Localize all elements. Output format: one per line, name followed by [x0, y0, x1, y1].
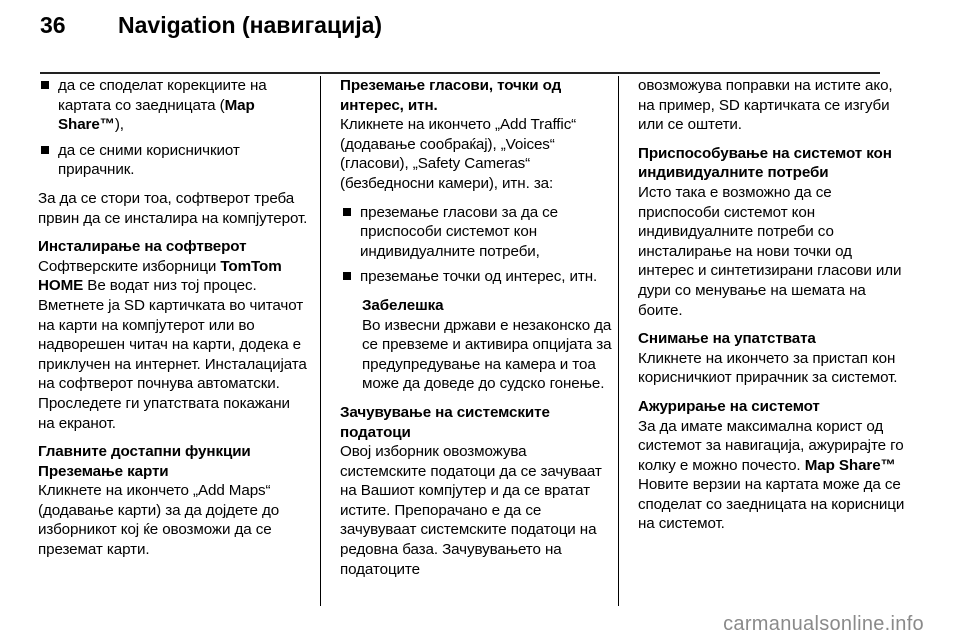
- section-heading: Приспособување на системот кон индивидуалните потреби: [638, 144, 892, 182]
- column-2: [340, 76, 612, 588]
- bold-term: Map Share™: [804, 456, 896, 474]
- list-item: преземање гласови за да се приспособи системот кон индивидуалните потреби,: [340, 203, 612, 262]
- bullet-list: [340, 203, 612, 287]
- list-item: да се сними корисничкиот прирачник.: [38, 141, 310, 180]
- bullet-icon: [41, 146, 49, 154]
- subsection-heading: Преземање карти: [38, 462, 169, 480]
- page-title: Navigation (навигација): [118, 12, 383, 38]
- column-3: [638, 76, 910, 543]
- note-heading: Забелешка: [362, 296, 444, 314]
- paragraph: За да се стори тоа, софтверот треба првин да се инсталира на компјутерот.: [38, 189, 308, 227]
- section-heading: Главните достапни функции: [38, 443, 251, 461]
- note-box: [340, 296, 612, 394]
- column-divider: [618, 76, 619, 606]
- bullet-icon: [343, 208, 351, 216]
- paragraph: За да имате максимална корист од системот за навигација, ажурирајте го колку е можно почесто. Map Share™ Новите верзии на картата може да се споделат со заедницата на корисници на системот.: [638, 417, 905, 533]
- paragraph: Исто така е возможно да се приспособи системот кон индивидуалните потреби со инсталирање на нови точки од интерес и синтетизирани гласови или дури со менување на шемата на боите.: [638, 183, 902, 319]
- header-rule: [40, 72, 880, 74]
- bold-term: Map Share™: [58, 96, 255, 134]
- section-heading: Зачувување на системските податоци: [340, 403, 550, 441]
- column-divider: [320, 76, 321, 606]
- paragraph: Кликнете на икончето „Add Traffic“ (додавање сообраќај), „Voices“ (гласови), „Safety Cameras“ (безбедносни камери), итн. за:: [340, 116, 577, 192]
- paragraph: Кликнете на икончето „Add Maps“ (додавање карти) за да дојдете до изборникот кој ќе овозможи да се преземат карти.: [38, 482, 280, 559]
- note-text: Во извесни држави е незаконско да се превземе и активира опцијата за предупредување на камера и тоа може да доведе до судско гонење.: [362, 316, 612, 393]
- section-heading: Ажурирање на системот: [638, 397, 820, 415]
- section-heading: Инсталирање на софтверот: [38, 238, 247, 256]
- section-heading: Снимање на упатствата: [638, 330, 816, 348]
- watermark: carmanualsonline.info: [723, 613, 924, 635]
- bullet-list: [38, 76, 310, 180]
- bold-term: TomTom HOME: [38, 257, 282, 295]
- paragraph: Овој изборник овозможува системските податоци да се зачуваат на Вашиот компјутер и да се вратат истите. Препорачано е да се зачувуваат системските податоци на редовна база. Зачувувањето на податоците: [340, 443, 602, 578]
- column-1: [38, 76, 310, 569]
- list-item: да се споделат корекциите на картата со заедницата (Map Share™),: [38, 76, 310, 135]
- page-number: 36: [40, 12, 66, 38]
- paragraph: овозможува поправки на истите ако, на пример, SD картичката се изгуби или се оштети.: [638, 77, 893, 134]
- page-header: [40, 12, 920, 52]
- section-heading: Преземање гласови, точки од интерес, итн.: [340, 77, 562, 114]
- paragraph: Софтверските изборници TomTom HOME Ве водат низ тој процес. Вметнете ја SD картичката во читачот на карти на компјутерот или во надворешен читач на карти, додека е приклучен на интернет. Инсталацијата на софтверот почнува автоматски. Проследете ги упатствата покажани на екранот.: [38, 257, 307, 432]
- bullet-icon: [343, 272, 351, 280]
- list-item: преземање точки од интерес, итн.: [340, 267, 612, 287]
- paragraph: Кликнете на икончето за пристап кон корисничкиот прирачник за системот.: [638, 349, 898, 387]
- bullet-icon: [41, 81, 49, 89]
